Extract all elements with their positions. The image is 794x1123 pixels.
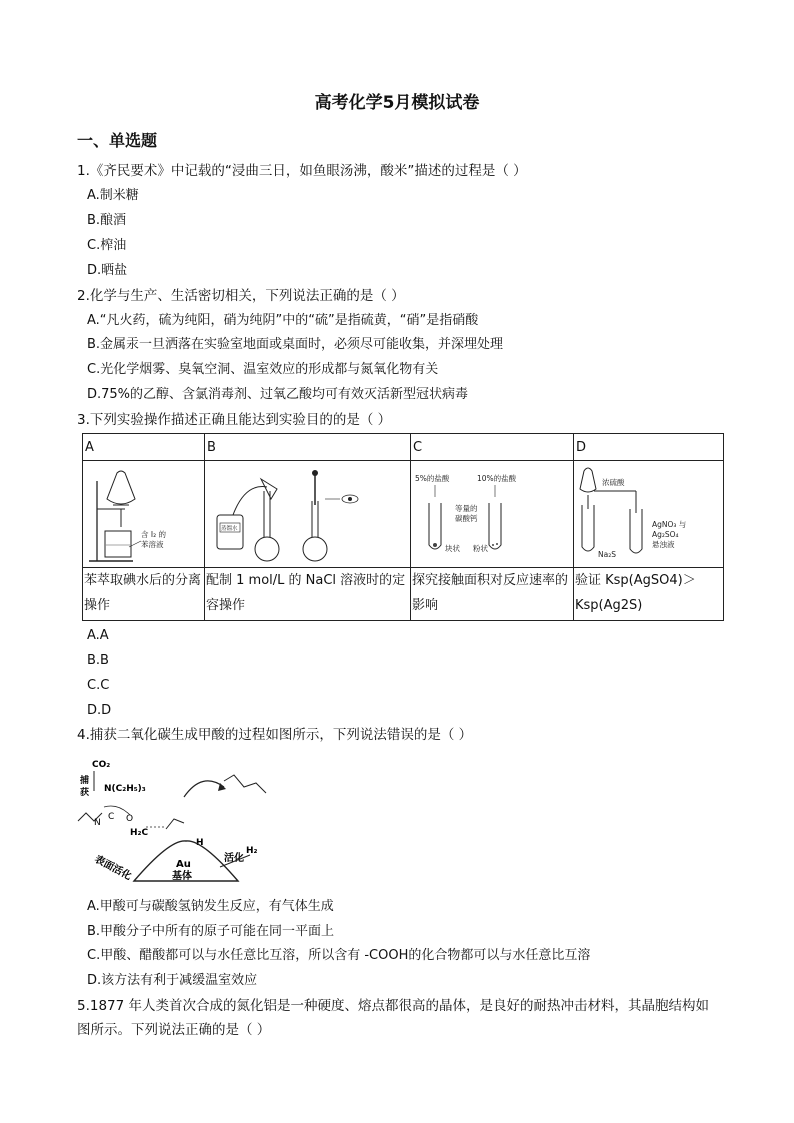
question-3-option-c: C.C (87, 678, 110, 693)
label-a-solution: 含 I₂ 的 (141, 530, 166, 539)
label-h: H (196, 838, 204, 848)
description-a: 苯萃取碘水后的分离操作 (83, 568, 205, 621)
label-amine: N(C₂H₅)₃ (104, 784, 146, 794)
label-a-solution-2: 苯溶液 (141, 540, 164, 549)
label-c-caco3: 碳酸钙 (455, 514, 478, 523)
question-3-option-b: B.B (87, 653, 109, 668)
label-c-equal: 等量的 (455, 504, 478, 513)
question-4-option-a: A.甲酸可与碳酸氢钠发生反应，有气体生成 (87, 899, 334, 914)
label-base: 基体 (172, 871, 192, 882)
table-header-a: A (83, 434, 205, 461)
question-4-option-c: C.甲酸、醋酸都可以与水任意比互溶，所以含有 -COOH的化合物都可以与水任意比互溶 (87, 948, 591, 963)
question-4-stem: 4.捕获二氧化碳生成甲酸的过程如图所示，下列说法错误的是（ ） (77, 727, 473, 743)
question-1-option-b: B.酿酒 (87, 213, 127, 228)
label-co2: CO₂ (92, 760, 111, 770)
label-surface: 表面活化 (92, 853, 134, 883)
question-1-option-d: D.晒盐 (87, 263, 128, 278)
label-n: N (94, 818, 101, 828)
label-c-left-acid: 5%的盐酸 (415, 474, 450, 483)
separatory-funnel-figure (83, 461, 204, 567)
apparatus-c-cell (411, 461, 574, 568)
label-d-acid: 浓硫酸 (602, 478, 625, 487)
question-1-option-c: C.榨油 (87, 238, 127, 253)
question-2-option-b: B.金属汞一旦洒落在实验室地面或桌面时，必须尽可能收集，并深埋处理 (87, 337, 504, 352)
experiment-table (82, 433, 724, 621)
volumetric-flask-figure (205, 461, 410, 567)
label-activate: 活化 (224, 853, 244, 864)
co2-capture-diagram (74, 757, 294, 887)
label-d-mix-2: Ag₂SO₄ (652, 530, 679, 539)
description-c: 探究接触面积对反应速率的影响 (411, 568, 574, 621)
question-1-option-a: A.制米糖 (87, 188, 139, 203)
label-h2: H₂ (246, 846, 258, 856)
label-capture-2: 获 (80, 788, 90, 798)
label-b-bottle: 蒸馏水 (221, 526, 238, 532)
question-2-option-c: C.光化学烟雾、臭氧空洞、温室效应的形成都与氮氧化物有关 (87, 362, 439, 377)
label-capture-1: 捕 (80, 776, 90, 786)
description-d-line-2: Ksp(Ag2S) (575, 598, 643, 613)
label-d-na2s: Na₂S (598, 550, 616, 559)
test-tubes-figure (411, 461, 573, 567)
question-3-option-d: D.D (87, 703, 112, 718)
table-header-c: C (411, 434, 574, 461)
label-c-right-acid: 10%的盐酸 (477, 474, 517, 483)
question-5-stem: 5.1877 年人类首次合成的氮化铝是一种硬度、熔点都很高的晶体，是良好的耐热冲击材料，其晶胞结构如图所示。下列说法正确的是（ ） (77, 998, 710, 1038)
apparatus-a-cell (83, 461, 205, 568)
label-o: O (126, 814, 134, 824)
label-au: Au (176, 859, 191, 870)
label-d-mix-1: AgNO₃ 与 (652, 520, 687, 529)
page-title: 高考化学5月模拟试卷 (314, 93, 480, 113)
question-1-stem: 1.《齐民要术》中记载的“浸曲三日，如鱼眼汤沸，酸米”描述的过程是（ ） (77, 163, 527, 179)
description-d (574, 568, 724, 621)
apparatus-b-cell (205, 461, 411, 568)
question-3-stem: 3.下列实验操作描述正确且能达到实验目的的是（ ） (77, 412, 392, 428)
precipitation-figure (574, 461, 723, 567)
label-c: C (108, 812, 115, 822)
question-2-option-a: A.“凡火药，硫为纯阳，硝为纯阴”中的“硫”是指硫黄，“硝”是指硝酸 (87, 313, 479, 328)
question-2-stem: 2.化学与生产、生活密切相关，下列说法正确的是（ ） (77, 288, 405, 304)
label-c-powder: 粉状 (473, 544, 488, 553)
label-d-mix-3: 悬浊液 (652, 540, 675, 549)
description-d-line-1: 验证 Ksp(AgSO4)＞ (575, 573, 696, 588)
apparatus-d-cell (574, 461, 724, 568)
description-b: 配制 1 mol/L 的 NaCl 溶液时的定容操作 (205, 568, 411, 621)
table-header-b: B (205, 434, 411, 461)
question-4-option-d: D.该方法有利于减缓温室效应 (87, 973, 258, 988)
label-h2c: H₂C (130, 828, 149, 838)
question-2-option-d: D.75%的乙醇、含氯消毒剂、过氧乙酸均可有效灭活新型冠状病毒 (87, 387, 469, 402)
question-4-option-b: B.甲酸分子中所有的原子可能在同一平面上 (87, 924, 335, 939)
question-3-option-a: A.A (87, 628, 109, 643)
table-header-d: D (574, 434, 724, 461)
label-c-block: 块状 (445, 544, 460, 553)
section-heading: 一、单选题 (77, 131, 158, 150)
